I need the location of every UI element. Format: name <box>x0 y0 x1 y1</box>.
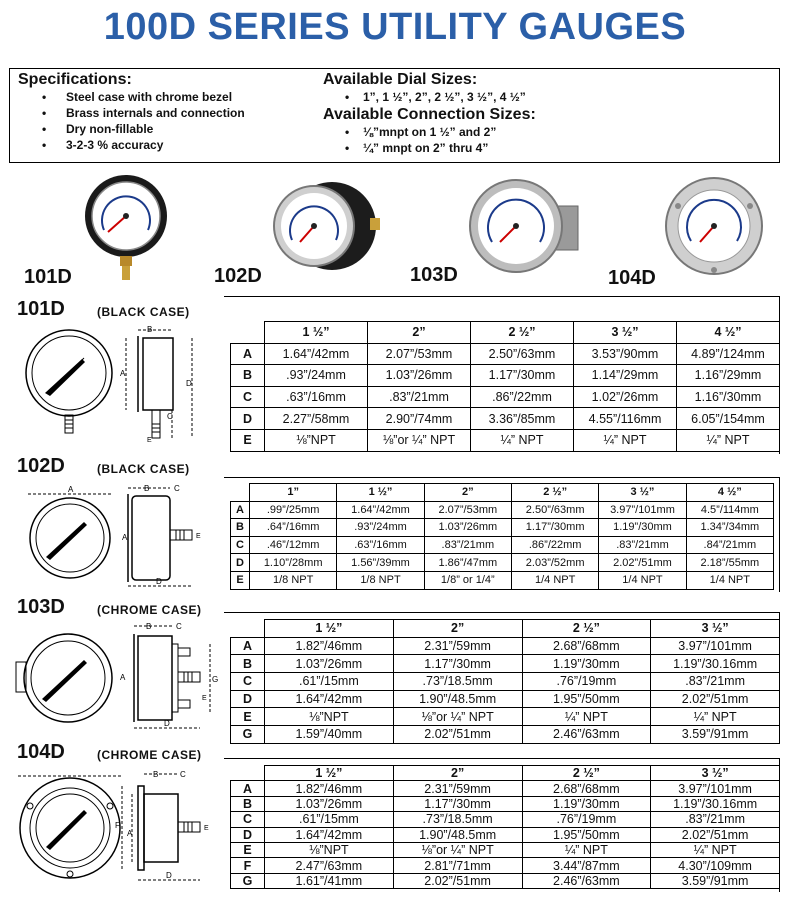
table-cell: 2.02”/51mm <box>599 554 686 572</box>
table-cell: 2.50”/63mm <box>511 501 598 519</box>
table-cell: .83”/21mm <box>651 673 780 691</box>
connection-size-item: • ⅛”mnpt on 1 ½” and 2” <box>323 124 536 140</box>
table-cell: ⅛”or ¼” NPT <box>368 429 471 451</box>
row-label: B <box>231 519 250 537</box>
column-header: 2 ½” <box>522 766 651 781</box>
table-cell: ¼” NPT <box>522 708 651 726</box>
table-cell: 6.05”/154mm <box>677 408 780 430</box>
table-cell: 3.36”/85mm <box>471 408 574 430</box>
table-cell: 3.44”/87mm <box>522 858 651 873</box>
table-cell: 3.53”/90mm <box>574 343 677 365</box>
table-cell: .93”/24mm <box>265 365 368 387</box>
table-cell: .64”/16mm <box>250 519 337 537</box>
table-cell: .93”/24mm <box>337 519 424 537</box>
row-label: F <box>231 858 265 873</box>
table-cell: 2.02”/51mm <box>651 827 780 842</box>
table-cell: .86”/22mm <box>511 536 598 554</box>
page-title: 100D SERIES UTILITY GAUGES <box>103 6 687 48</box>
table-header-row <box>231 620 780 638</box>
table-cell: .83”/21mm <box>424 536 511 554</box>
column-header: 1 ½” <box>265 322 368 344</box>
dim-label-a: A <box>68 485 74 494</box>
table-cell: 1.95”/50mm <box>522 827 651 842</box>
specifications-list <box>18 89 245 153</box>
dim-label-a: A <box>127 829 133 838</box>
table-cell: 1.14”/29mm <box>574 365 677 387</box>
photo-label-104d: 104D <box>608 267 656 289</box>
dimension-diagram-104d <box>14 766 226 892</box>
gauge-102d-photo <box>270 180 382 272</box>
dimension-table-102d <box>230 483 774 590</box>
table-cell: 1.02”/26mm <box>574 386 677 408</box>
dim-label-a: A <box>120 673 126 682</box>
table-cell: 2.03”/52mm <box>511 554 598 572</box>
table-header-row <box>231 484 774 502</box>
table-row <box>231 796 780 811</box>
table-cell: .83”/21mm <box>368 386 471 408</box>
table-row <box>231 408 780 430</box>
table-cell: 2.31”/59mm <box>393 637 522 655</box>
connection-sizes-list <box>323 124 536 156</box>
table-cell: ¼” NPT <box>651 708 780 726</box>
column-header: 2 ½” <box>511 484 598 502</box>
table-cell: 1.64”/42mm <box>337 501 424 519</box>
table-row <box>231 781 780 796</box>
table-cell: .76”/19mm <box>522 812 651 827</box>
gauge-104d-photo <box>664 176 764 276</box>
dim-label-d: D <box>156 577 162 586</box>
row-label: C <box>231 386 265 408</box>
table-cell: 1/4 NPT <box>599 571 686 589</box>
table-cell: 2.46”/63mm <box>522 873 651 888</box>
table-cell: 2.90”/74mm <box>368 408 471 430</box>
table-cell: 3.97”/101mm <box>599 501 686 519</box>
dimension-diagram-101d <box>14 324 214 450</box>
column-header: 1 ½” <box>265 766 394 781</box>
column-header: 2 ½” <box>522 620 651 638</box>
dim-label-b: B <box>146 622 152 631</box>
table-cell: 1/8” or 1/4” <box>424 571 511 589</box>
row-label: E <box>231 842 265 857</box>
table-cell: 2.27”/58mm <box>265 408 368 430</box>
dim-label-a-side: A <box>122 533 128 542</box>
dial-sizes-heading: Available Dial Sizes: <box>323 71 478 88</box>
table-cell: ⅛”NPT <box>265 842 394 857</box>
row-label: C <box>231 812 265 827</box>
dim-label-g: G <box>212 675 219 684</box>
column-header: 3 ½” <box>651 766 780 781</box>
table-row <box>231 858 780 873</box>
photo-label-102d: 102D <box>214 265 262 287</box>
table-cell: 2.07”/53mm <box>424 501 511 519</box>
spec-item: • Dry non-fillable <box>18 121 245 137</box>
table-corner <box>231 484 250 502</box>
dim-label-e: E <box>196 533 201 540</box>
column-header: 1 ½” <box>337 484 424 502</box>
column-header: 3 ½” <box>574 322 677 344</box>
table-row <box>231 655 780 673</box>
table-row <box>231 429 780 451</box>
table-cell: 2.50”/63mm <box>471 343 574 365</box>
table-row <box>231 519 774 537</box>
table-cell: 4.55”/116mm <box>574 408 677 430</box>
table-cell: .86”/22mm <box>471 386 574 408</box>
table-cell: 3.59”/91mm <box>651 726 780 744</box>
table-cell: .83”/21mm <box>599 536 686 554</box>
table-cell: 1.03”/26mm <box>424 519 511 537</box>
table-cell: ¼” NPT <box>471 429 574 451</box>
table-cell: 1.64”/42mm <box>265 827 394 842</box>
table-cell: 1.86”/47mm <box>424 554 511 572</box>
table-cell: ¼” NPT <box>522 842 651 857</box>
table-row <box>231 873 780 888</box>
table-cell: 1/4 NPT <box>686 571 773 589</box>
table-cell: 1.64”/42mm <box>265 690 394 708</box>
dim-label-f: F <box>115 821 120 830</box>
table-cell: 1.17”/30mm <box>393 796 522 811</box>
row-label: E <box>231 571 250 589</box>
table-header-row <box>231 766 780 781</box>
table-row <box>231 708 780 726</box>
dim-label-d: D <box>164 719 170 728</box>
table-cell: 1.03”/26mm <box>368 365 471 387</box>
table-cell: 1.10”/28mm <box>250 554 337 572</box>
table-corner <box>231 620 265 638</box>
dial-sizes-list <box>323 89 536 105</box>
table-cell: 1.56”/39mm <box>337 554 424 572</box>
dim-label-b: B <box>153 770 159 779</box>
spec-item: • Steel case with chrome bezel <box>18 89 245 105</box>
table-row <box>231 554 774 572</box>
table-cell: 1.19”/30mm <box>522 796 651 811</box>
case-type-104d: (CHROME CASE) <box>97 748 202 762</box>
table-cell: ⅛”or ¼” NPT <box>393 708 522 726</box>
dim-label-d: D <box>166 871 172 880</box>
table-cell: 1.59”/40mm <box>265 726 394 744</box>
column-header: 2” <box>393 620 522 638</box>
table-cell: 2.81”/71mm <box>393 858 522 873</box>
column-header: 4 ½” <box>686 484 773 502</box>
specifications-column <box>18 71 245 153</box>
case-type-103d: (CHROME CASE) <box>97 603 202 617</box>
sizes-column <box>323 71 536 156</box>
table-cell: 1.82”/46mm <box>265 781 394 796</box>
table-cell: 1.82”/46mm <box>265 637 394 655</box>
table-cell: .73”/18.5mm <box>393 812 522 827</box>
table-cell: 2.07”/53mm <box>368 343 471 365</box>
section-title-104d: 104D <box>17 741 65 763</box>
table-row <box>231 386 780 408</box>
table-cell: 4.89”/124mm <box>677 343 780 365</box>
row-label: C <box>231 536 250 554</box>
dim-label-c: C <box>167 412 173 421</box>
table-cell: ¼” NPT <box>677 429 780 451</box>
table-header-row <box>231 322 780 344</box>
table-cell: 1.19”/30.16mm <box>651 796 780 811</box>
row-label: A <box>231 501 250 519</box>
table-row <box>231 673 780 691</box>
table-cell: 4.30”/109mm <box>651 858 780 873</box>
row-label: D <box>231 408 265 430</box>
table-cell: 2.47”/63mm <box>265 858 394 873</box>
connection-size-item: • ¼” mnpt on 2” thru 4” <box>323 140 536 156</box>
table-cell: .99”/25mm <box>250 501 337 519</box>
row-label: A <box>231 343 265 365</box>
table-cell: 2.46”/63mm <box>522 726 651 744</box>
table-cell: 3.97”/101mm <box>651 781 780 796</box>
table-cell: 1/8 NPT <box>337 571 424 589</box>
table-row <box>231 842 780 857</box>
table-cell: 1.95”/50mm <box>522 690 651 708</box>
section-title-101d: 101D <box>17 298 65 320</box>
row-label: E <box>231 429 265 451</box>
table-cell: ⅛”NPT <box>265 708 394 726</box>
table-cell: ¼” NPT <box>651 842 780 857</box>
table-cell: 2.68”/68mm <box>522 781 651 796</box>
table-row <box>231 637 780 655</box>
table-cell: 1.16”/30mm <box>677 386 780 408</box>
table-cell: 2.31”/59mm <box>393 781 522 796</box>
table-row <box>231 571 774 589</box>
table-cell: ¼” NPT <box>574 429 677 451</box>
table-cell: 1.90”/48.5mm <box>393 690 522 708</box>
table-cell: 1.19”/30.16mm <box>651 655 780 673</box>
table-cell: 3.97”/101mm <box>651 637 780 655</box>
table-cell: 1/8 NPT <box>250 571 337 589</box>
dim-label-c: C <box>176 622 182 631</box>
dim-label-c: C <box>174 484 180 493</box>
column-header: 1” <box>250 484 337 502</box>
dimension-table-104d <box>230 765 780 889</box>
table-cell: 1.64”/42mm <box>265 343 368 365</box>
spec-item: • 3-2-3 % accuracy <box>18 137 245 153</box>
dial-size-item: • 1”, 1 ½”, 2”, 2 ½”, 3 ½”, 4 ½” <box>323 89 536 105</box>
table-cell: 1.19”/30mm <box>522 655 651 673</box>
table-cell: 2.68”/68mm <box>522 637 651 655</box>
connection-sizes-heading: Available Connection Sizes: <box>323 106 536 123</box>
table-cell: ⅛”or ¼” NPT <box>393 842 522 857</box>
table-cell: .73”/18.5mm <box>393 673 522 691</box>
case-type-102d: (BLACK CASE) <box>97 462 190 476</box>
gauge-103d-photo <box>466 176 582 276</box>
table-cell: 2.02”/51mm <box>393 873 522 888</box>
dim-label-e: E <box>147 437 152 444</box>
table-cell: .61”/15mm <box>265 673 394 691</box>
row-label: D <box>231 554 250 572</box>
row-label: B <box>231 655 265 673</box>
table-cell: .46”/12mm <box>250 536 337 554</box>
dim-label-d: D <box>186 379 192 388</box>
dimension-table-101d <box>230 321 780 452</box>
table-row <box>231 343 780 365</box>
column-header: 3 ½” <box>599 484 686 502</box>
table-cell: ⅛”NPT <box>265 429 368 451</box>
table-cell: 1.17”/30mm <box>511 519 598 537</box>
table-cell: 1.19”/30mm <box>599 519 686 537</box>
dimension-table-103d <box>230 619 780 744</box>
specifications-heading: Specifications: <box>18 71 132 88</box>
table-cell: 2.18”/55mm <box>686 554 773 572</box>
table-cell: 1.16”/29mm <box>677 365 780 387</box>
table-cell: 1.90”/48.5mm <box>393 827 522 842</box>
table-cell: 4.5”/114mm <box>686 501 773 519</box>
specifications-box <box>9 68 780 163</box>
column-header: 2” <box>368 322 471 344</box>
spec-item: • Brass internals and connection <box>18 105 245 121</box>
table-cell: 1.03”/26mm <box>265 655 394 673</box>
dimension-diagram-103d <box>12 620 224 738</box>
photo-label-101d: 101D <box>24 266 72 288</box>
dim-label-e: E <box>202 695 207 702</box>
section-title-102d: 102D <box>17 455 65 477</box>
row-label: D <box>231 690 265 708</box>
photo-label-103d: 103D <box>410 264 458 286</box>
table-row <box>231 827 780 842</box>
table-row <box>231 536 774 554</box>
gauge-101d-photo <box>82 172 170 284</box>
table-cell: .61”/15mm <box>265 812 394 827</box>
section-title-103d: 103D <box>17 596 65 618</box>
table-cell: 2.02”/51mm <box>393 726 522 744</box>
table-cell: .63”/16mm <box>337 536 424 554</box>
table-cell: .76”/19mm <box>522 673 651 691</box>
table-row <box>231 365 780 387</box>
table-cell: 1.17”/30mm <box>471 365 574 387</box>
table-row <box>231 812 780 827</box>
table-cell: 1/4 NPT <box>511 571 598 589</box>
row-label: A <box>231 781 265 796</box>
row-label: E <box>231 708 265 726</box>
column-header: 1 ½” <box>265 620 394 638</box>
table-corner <box>231 766 265 781</box>
column-header: 2 ½” <box>471 322 574 344</box>
table-cell: 1.17”/30mm <box>393 655 522 673</box>
dim-label-c: C <box>180 770 186 779</box>
row-label: A <box>231 637 265 655</box>
dim-label-a: A <box>120 369 126 378</box>
row-label: C <box>231 673 265 691</box>
row-label: G <box>231 726 265 744</box>
column-header: 2” <box>424 484 511 502</box>
dimension-diagram-102d <box>20 484 225 590</box>
row-label: D <box>231 827 265 842</box>
dim-label-e: E <box>204 825 209 832</box>
row-label: B <box>231 365 265 387</box>
table-row <box>231 690 780 708</box>
table-cell: 3.59”/91mm <box>651 873 780 888</box>
row-label: B <box>231 796 265 811</box>
dim-label-b: B <box>144 484 150 493</box>
table-cell: 1.61”/41mm <box>265 873 394 888</box>
table-cell: 1.34”/34mm <box>686 519 773 537</box>
dim-label-b: B <box>147 325 153 334</box>
table-cell: 1.03”/26mm <box>265 796 394 811</box>
row-label: G <box>231 873 265 888</box>
column-header: 3 ½” <box>651 620 780 638</box>
case-type-101d: (BLACK CASE) <box>97 305 190 319</box>
table-cell: .84”/21mm <box>686 536 773 554</box>
table-row <box>231 726 780 744</box>
column-header: 2” <box>393 766 522 781</box>
table-row <box>231 501 774 519</box>
column-header: 4 ½” <box>677 322 780 344</box>
table-cell: .83”/21mm <box>651 812 780 827</box>
table-cell: .63”/16mm <box>265 386 368 408</box>
table-cell: 2.02”/51mm <box>651 690 780 708</box>
table-corner <box>231 322 265 344</box>
